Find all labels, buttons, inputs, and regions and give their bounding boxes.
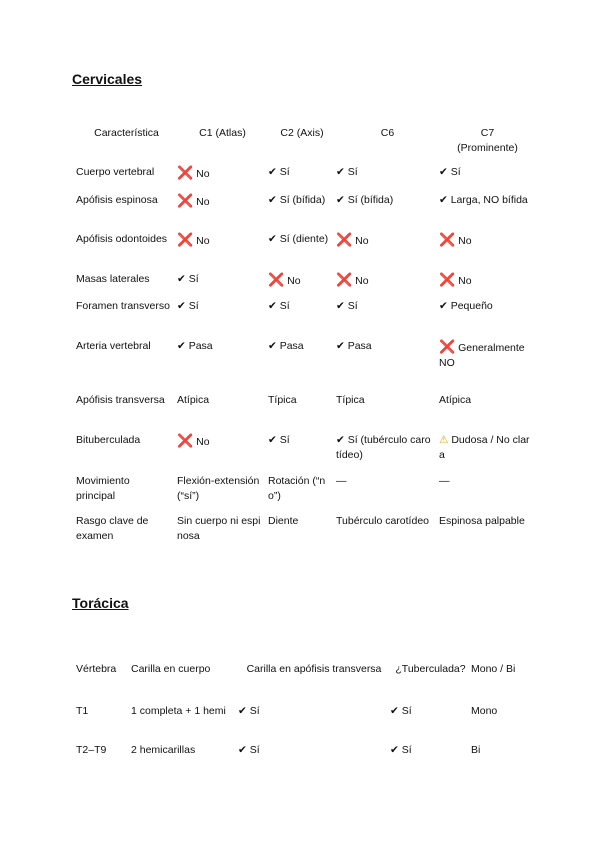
table-cell: ✔ Pasa bbox=[177, 340, 213, 352]
row-label: Cuerpo vertebral bbox=[76, 166, 155, 178]
table-cell: — bbox=[439, 475, 450, 487]
table-cell: ❌ No bbox=[439, 232, 472, 247]
row-label: Apófisis odontoides bbox=[76, 233, 168, 245]
table-cell: ⚠ Dudosa / No clara bbox=[439, 434, 530, 461]
table-cell: Bi bbox=[471, 744, 481, 756]
warning-icon: ⚠ bbox=[439, 434, 449, 446]
table-cell: ✔ Sí bbox=[268, 300, 290, 312]
table-row bbox=[76, 339, 536, 393]
table-cell: ✔ Sí bbox=[439, 166, 461, 178]
table-cell: ✔ Sí (tubérculo carotídeo) bbox=[336, 434, 431, 461]
column-header: C2 (Axis) bbox=[280, 127, 324, 139]
column-header: ¿Tuberculada? bbox=[395, 663, 466, 675]
cross-icon: ❌ bbox=[336, 232, 353, 247]
cervicales-heading: Cervicales bbox=[72, 71, 143, 87]
table-row bbox=[76, 299, 536, 339]
column-header: Característica bbox=[94, 127, 159, 139]
table-cell: 1 completa + 1 hemi bbox=[131, 705, 226, 717]
table-cell: ✔ Sí bbox=[336, 166, 358, 178]
table-row bbox=[76, 165, 536, 193]
table-cell: ✔ Sí (bífida) bbox=[336, 194, 394, 206]
table-cell: ❌ No bbox=[336, 272, 369, 287]
table-cell: Atípica bbox=[177, 394, 210, 406]
table-cell: Mono bbox=[471, 705, 498, 717]
column-header: Mono / Bi bbox=[471, 663, 516, 675]
cross-icon: ❌ bbox=[177, 193, 194, 208]
row-label: Arteria vertebral bbox=[76, 340, 151, 352]
row-label: Movimiento principal bbox=[76, 475, 130, 502]
table-cell: Típica bbox=[268, 394, 297, 406]
table-cell: ✔ Sí bbox=[238, 744, 260, 756]
column-header: C1 (Atlas) bbox=[199, 127, 246, 139]
table-cell: ✔ Sí bbox=[390, 744, 412, 756]
cervicales-table bbox=[76, 124, 536, 554]
table-cell: Rotación (“no”) bbox=[268, 475, 326, 502]
table-cell: ✔ Pasa bbox=[336, 340, 372, 352]
table-cell: ✔ Sí bbox=[177, 273, 199, 285]
row-label: Bituberculada bbox=[76, 434, 141, 446]
table-row bbox=[76, 232, 536, 272]
row-label: T2–T9 bbox=[76, 744, 107, 756]
table-cell: ✔ Sí bbox=[336, 300, 358, 312]
cross-icon: ❌ bbox=[177, 433, 194, 448]
table-row bbox=[76, 743, 536, 773]
cross-icon: ❌ bbox=[177, 165, 194, 180]
table-row bbox=[76, 393, 536, 433]
table-cell: ❌ No bbox=[439, 272, 472, 287]
table-cell: ❌ No bbox=[177, 433, 210, 448]
table-cell: — bbox=[336, 475, 347, 487]
table-cell: ✔ Pequeño bbox=[439, 300, 493, 312]
column-header: Carilla en apófisis transversa bbox=[246, 663, 382, 675]
row-label: T1 bbox=[76, 705, 89, 717]
column-header: C7 (Prominente) bbox=[457, 127, 518, 154]
row-label: Masas laterales bbox=[76, 273, 150, 285]
table-cell: ✔ Pasa bbox=[268, 340, 304, 352]
table-cell: ✔ Sí bbox=[238, 705, 260, 717]
table-cell: ❌ Generalmente NO bbox=[439, 339, 525, 369]
row-label: Apófisis espinosa bbox=[76, 194, 158, 206]
table-cell: Diente bbox=[268, 515, 299, 527]
table-cell: ✔ Sí bbox=[268, 434, 290, 446]
table-cell: 2 hemicarillas bbox=[131, 744, 196, 756]
row-label: Rasgo clave de examen bbox=[76, 515, 149, 542]
cross-icon: ❌ bbox=[439, 232, 456, 247]
table-cell: Flexión-extensión (“sí”) bbox=[177, 475, 260, 502]
cross-icon: ❌ bbox=[439, 339, 456, 354]
table-cell: ❌ No bbox=[177, 193, 210, 208]
toracica-header-row bbox=[76, 662, 536, 704]
table-cell: ❌ No bbox=[177, 165, 210, 180]
cervicales-header-row bbox=[76, 124, 536, 165]
table-cell: ❌ No bbox=[336, 232, 369, 247]
toracica-table bbox=[76, 662, 536, 773]
table-cell: ❌ No bbox=[177, 232, 210, 247]
table-row bbox=[76, 193, 536, 232]
table-cell: Atípica bbox=[439, 394, 472, 406]
table-cell: ✔ Sí (diente) bbox=[268, 233, 329, 245]
table-cell: ✔ Sí bbox=[177, 300, 199, 312]
table-cell: Espinosa palpable bbox=[439, 515, 525, 527]
cross-icon: ❌ bbox=[177, 232, 194, 247]
table-cell: ✔ Sí (bífida) bbox=[268, 194, 326, 206]
table-row bbox=[76, 474, 536, 514]
table-cell: Típica bbox=[336, 394, 365, 406]
cross-icon: ❌ bbox=[268, 272, 285, 287]
row-label: Foramen transverso bbox=[76, 300, 170, 312]
cross-icon: ❌ bbox=[336, 272, 353, 287]
column-header: Carilla en cuerpo bbox=[131, 663, 211, 675]
column-header: Vértebra bbox=[76, 663, 117, 675]
toracica-heading: Torácica bbox=[72, 595, 129, 611]
table-row bbox=[76, 704, 536, 743]
cross-icon: ❌ bbox=[439, 272, 456, 287]
column-header: C6 bbox=[380, 127, 395, 139]
table-cell: Tubérculo carotídeo bbox=[336, 515, 429, 527]
table-cell: ✔ Sí bbox=[268, 166, 290, 178]
table-cell: Sin cuerpo ni espinosa bbox=[177, 515, 261, 542]
table-row bbox=[76, 433, 536, 474]
table-row bbox=[76, 514, 536, 554]
table-cell: ✔ Sí bbox=[390, 705, 412, 717]
table-cell: ✔ Larga, NO bífida bbox=[439, 194, 528, 206]
table-row bbox=[76, 272, 536, 299]
table-cell: ❌ No bbox=[268, 272, 301, 287]
row-label: Apófisis transversa bbox=[76, 394, 165, 406]
